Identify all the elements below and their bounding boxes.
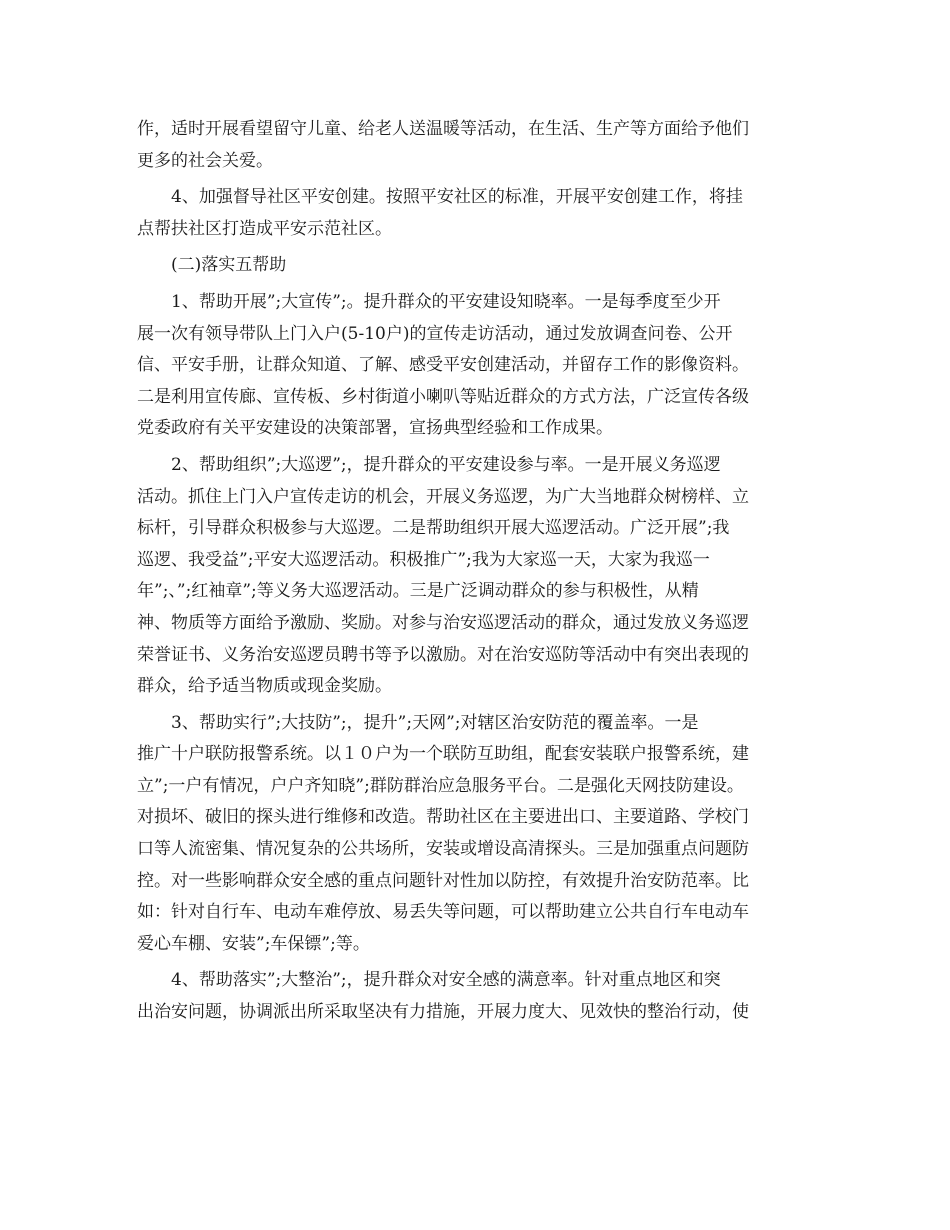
paragraph-start-line: 4、帮助落实”;大整治”;，提升群众对安全感的满意率。针对重点地区和突 [171, 970, 721, 991]
text-line: 出治安问题，协调派出所采取坚决有力措施，开展力度大、见效快的整治行动，使 [137, 1002, 749, 1023]
text-line: 立”;一户有情况，户户齐知晓”;群防群治应急服务平台。二是强化天网技防建设。 [137, 775, 744, 796]
text-line: 标杆，引导群众积极参与大巡逻。二是帮助组织开展大巡逻活动。广泛开展”;我 [137, 518, 730, 539]
text-line: 推广十户联防报警系统。以１０户为一个联防互助组，配套安装联户报警系统，建 [137, 744, 749, 765]
text-line: 神、物质等方面给予激励、奖励。对参与治安巡逻活动的群众，通过发放义务巡逻 [137, 612, 749, 633]
text-line: 展一次有领导带队上门入户(5-10户)的宣传走访活动，通过发放调查问卷、公开 [137, 323, 733, 344]
paragraph-start-line: 3、帮助实行”;大技防”;，提升”;天网”;对辖区治安防范的覆盖率。一是 [171, 712, 699, 733]
paragraph-start-line: 2、帮助组织”;大巡逻”;，提升群众的平安建设参与率。一是开展义务巡逻 [171, 454, 721, 475]
text-line: 活动。抓住上门入户宣传走访的机会，开展义务巡逻，为广大当地群众树榜样、立 [137, 486, 749, 507]
text-line: 作，适时开展看望留守儿童、给老人送温暖等活动，在生活、生产等方面给予他们 [137, 119, 749, 139]
paragraph-start-line: 4、加强督导社区平安创建。按照平安社区的标准，开展平安创建工作，将挂 [171, 187, 743, 208]
document-body [137, 114, 837, 1029]
text-line: 如：针对自行车、电动车难停放、易丢失等问题，可以帮助建立公共自行车电动车 [137, 902, 749, 923]
text-line: 荣誉证书、义务治安巡逻员聘书等予以激励。对在治安巡防等活动中有突出表现的 [137, 644, 749, 665]
text-line: 口等人流密集、情况复杂的公共场所，安装或增设高清探头。三是加强重点问题防 [137, 839, 749, 860]
text-line: 对损坏、破旧的探头进行维修和改造。帮助社区在主要进出口、主要道路、学校门 [137, 807, 749, 828]
text-line: 党委政府有关平安建设的决策部署，宣扬典型经验和工作成果。 [137, 418, 613, 439]
text-line: 巡逻、我受益”;平安大巡逻活动。积极推广”;我为大家巡一天，大家为我巡一 [137, 549, 710, 570]
paragraph-start-line: 1、帮助开展”;大宣传”;。提升群众的平安建设知晓率。一是每季度至少开 [171, 291, 721, 312]
text-line: 信、平安手册，让群众知道、了解、感受平安创建活动，并留存工作的影像资料。 [137, 355, 749, 376]
text-line: 更多的社会关爱。 [137, 150, 273, 171]
text-line: 二是利用宣传廊、宣传板、乡村街道小喇叭等贴近群众的方式方法，广泛宣传各级 [137, 386, 749, 407]
text-line: 控。对一些影响群众安全感的重点问题针对性加以防控，有效提升治安防范率。比 [137, 870, 749, 891]
text-line: 年”;、”;红袖章”;等义务大巡逻活动。三是广泛调动群众的参与积极性，从精 [137, 581, 699, 602]
text-line: 爱心车棚、安装”;车保镖”;等。 [137, 933, 370, 954]
text-line: 群众，给予适当物质或现金奖励。 [137, 676, 392, 697]
section-heading: (二)落实五帮助 [171, 255, 287, 276]
text-line: 点帮扶社区打造成平安示范社区。 [137, 218, 392, 239]
